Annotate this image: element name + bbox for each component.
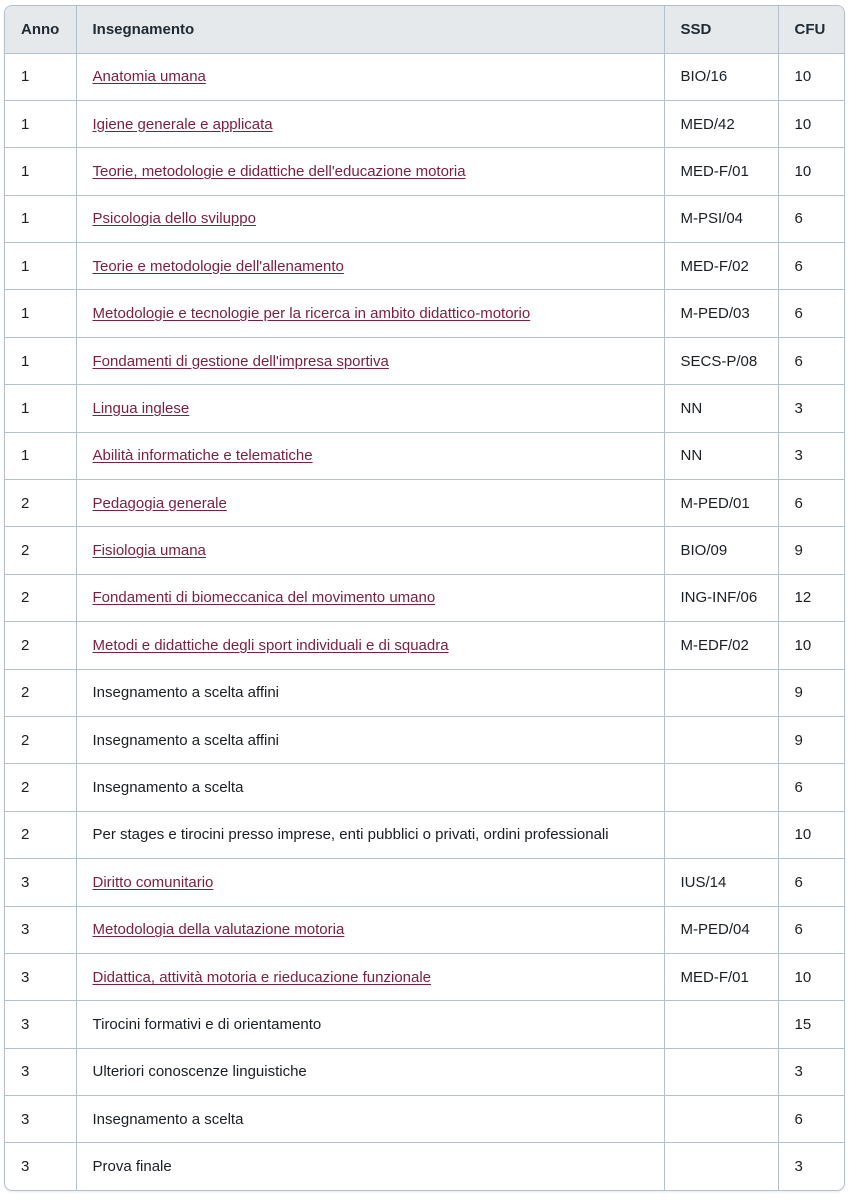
cell-ssd: MED-F/02 xyxy=(664,243,778,290)
cell-cfu: 6 xyxy=(778,859,844,906)
cell-insegnamento xyxy=(76,53,664,100)
course-name: Prova finale xyxy=(92,1158,172,1176)
cell-anno: 2 xyxy=(5,716,76,763)
course-link[interactable]: Metodi e didattiche degli sport individuali e di squadra xyxy=(92,636,449,654)
table-row xyxy=(5,100,844,147)
course-name: Insegnamento a scelta affini xyxy=(92,731,280,749)
cell-insegnamento xyxy=(76,148,664,195)
column-header-ssd: SSD xyxy=(664,6,778,53)
cell-insegnamento xyxy=(76,1001,664,1048)
cell-ssd: NN xyxy=(664,432,778,479)
course-name: Tirocini formativi e di orientamento xyxy=(92,1016,322,1033)
cell-anno: 1 xyxy=(5,337,76,384)
cell-cfu: 6 xyxy=(778,906,844,953)
table-row xyxy=(5,622,844,669)
cell-cfu: 6 xyxy=(778,195,844,242)
cell-insegnamento xyxy=(76,669,664,716)
cell-ssd: MED-F/01 xyxy=(664,148,778,195)
table-row xyxy=(5,1001,844,1048)
cell-insegnamento xyxy=(76,385,664,432)
table-header xyxy=(5,6,844,53)
course-name: Insegnamento a scelta xyxy=(92,1110,244,1128)
cell-anno: 3 xyxy=(5,953,76,1000)
table-row xyxy=(5,243,844,290)
course-link[interactable]: Diritto comunitario xyxy=(92,873,214,891)
table-row xyxy=(5,195,844,242)
cell-anno: 2 xyxy=(5,811,76,858)
cell-cfu: 6 xyxy=(778,764,844,811)
cell-ssd xyxy=(664,1048,778,1095)
course-link[interactable]: Metodologia della valutazione motoria xyxy=(92,921,345,939)
table-row xyxy=(5,669,844,716)
course-link[interactable]: Anatomia umana xyxy=(92,68,206,86)
course-link[interactable]: Didattica, attività motoria e rieducazione funzionale xyxy=(92,968,432,986)
cell-ssd: BIO/16 xyxy=(664,53,778,100)
cell-cfu: 9 xyxy=(778,716,844,763)
cell-cfu: 10 xyxy=(778,953,844,1000)
cell-insegnamento xyxy=(76,622,664,669)
table-row xyxy=(5,432,844,479)
cell-cfu: 10 xyxy=(778,53,844,100)
course-link[interactable]: Pedagogia generale xyxy=(92,494,227,512)
cell-ssd: M-EDF/02 xyxy=(664,622,778,669)
cell-anno: 3 xyxy=(5,1096,76,1143)
cell-anno: 1 xyxy=(5,432,76,479)
table-row xyxy=(5,148,844,195)
table-row xyxy=(5,764,844,811)
cell-ssd: MED/42 xyxy=(664,100,778,147)
cell-anno: 2 xyxy=(5,527,76,574)
cell-ssd: MED-F/01 xyxy=(664,953,778,1000)
cell-anno: 3 xyxy=(5,1001,76,1048)
column-header-anno: Anno xyxy=(5,6,76,53)
cell-cfu: 6 xyxy=(778,290,844,337)
cell-cfu: 3 xyxy=(778,385,844,432)
cell-ssd: NN xyxy=(664,385,778,432)
cell-anno: 3 xyxy=(5,906,76,953)
cell-insegnamento xyxy=(76,1096,664,1143)
cell-ssd xyxy=(664,716,778,763)
cell-cfu: 9 xyxy=(778,527,844,574)
cell-insegnamento xyxy=(76,195,664,242)
cell-ssd: M-PED/04 xyxy=(664,906,778,953)
table-row xyxy=(5,716,844,763)
course-link[interactable]: Teorie, metodologie e didattiche dell'educazione motoria xyxy=(92,162,466,180)
cell-cfu: 3 xyxy=(778,432,844,479)
cell-insegnamento xyxy=(76,764,664,811)
cell-ssd xyxy=(664,1143,778,1190)
cell-anno: 1 xyxy=(5,243,76,290)
cell-insegnamento xyxy=(76,574,664,621)
course-link[interactable]: Fondamenti di gestione dell'impresa sportiva xyxy=(92,352,389,370)
cell-anno: 2 xyxy=(5,764,76,811)
course-link[interactable]: Fisiologia umana xyxy=(92,542,206,560)
course-link[interactable]: Psicologia dello sviluppo xyxy=(92,210,256,228)
table-row xyxy=(5,906,844,953)
cell-ssd xyxy=(664,669,778,716)
course-link[interactable]: Teorie e metodologie dell'allenamento xyxy=(92,257,344,275)
cell-anno: 2 xyxy=(5,622,76,669)
cell-cfu: 10 xyxy=(778,148,844,195)
cell-anno: 1 xyxy=(5,53,76,100)
cell-cfu: 15 xyxy=(778,1001,844,1048)
table-row xyxy=(5,1143,844,1190)
cell-anno: 3 xyxy=(5,859,76,906)
cell-ssd: BIO/09 xyxy=(664,527,778,574)
table-row xyxy=(5,385,844,432)
cell-insegnamento xyxy=(76,906,664,953)
course-link[interactable]: Abilità informatiche e telematiche xyxy=(92,447,313,465)
course-link[interactable]: Igiene generale e applicata xyxy=(92,115,273,133)
course-link[interactable]: Lingua inglese xyxy=(92,399,190,417)
study-plan-table-container xyxy=(4,5,845,1191)
cell-ssd: IUS/14 xyxy=(664,859,778,906)
cell-cfu: 9 xyxy=(778,669,844,716)
table-row xyxy=(5,527,844,574)
cell-ssd xyxy=(664,1096,778,1143)
cell-ssd: SECS-P/08 xyxy=(664,337,778,384)
cell-anno: 1 xyxy=(5,100,76,147)
table-row xyxy=(5,1048,844,1095)
table-row xyxy=(5,811,844,858)
course-name: Insegnamento a scelta affini xyxy=(92,684,280,702)
cell-anno: 1 xyxy=(5,290,76,337)
cell-ssd: ING-INF/06 xyxy=(664,574,778,621)
cell-insegnamento xyxy=(76,527,664,574)
course-name: Ulteriori conoscenze linguistiche xyxy=(92,1063,307,1081)
cell-insegnamento xyxy=(76,243,664,290)
column-header-cfu: CFU xyxy=(778,6,844,53)
table-row xyxy=(5,337,844,384)
cell-anno: 2 xyxy=(5,574,76,621)
cell-anno: 3 xyxy=(5,1143,76,1190)
cell-anno: 1 xyxy=(5,148,76,195)
table-row xyxy=(5,859,844,906)
column-header-insegnamento: Insegnamento xyxy=(76,6,664,53)
cell-ssd: M-PED/03 xyxy=(664,290,778,337)
table-row xyxy=(5,480,844,527)
table-row xyxy=(5,1096,844,1143)
cell-anno: 1 xyxy=(5,385,76,432)
cell-cfu: 10 xyxy=(778,811,844,858)
cell-cfu: 6 xyxy=(778,480,844,527)
cell-insegnamento xyxy=(76,290,664,337)
cell-cfu: 3 xyxy=(794,1158,803,1176)
cell-insegnamento xyxy=(76,859,664,906)
cell-insegnamento xyxy=(76,1143,664,1190)
cell-cfu: 10 xyxy=(778,622,844,669)
table-row xyxy=(5,953,844,1000)
cell-insegnamento xyxy=(76,716,664,763)
table-body xyxy=(5,53,844,1190)
cell-insegnamento xyxy=(76,337,664,384)
cell-cfu: 10 xyxy=(778,100,844,147)
cell-cfu: 6 xyxy=(778,1096,844,1143)
cell-ssd xyxy=(664,811,778,858)
cell-anno: 3 xyxy=(5,1048,76,1095)
cell-cfu: 3 xyxy=(778,1048,844,1095)
course-name: Insegnamento a scelta xyxy=(92,779,244,797)
header-row xyxy=(5,6,844,53)
cell-cfu: 6 xyxy=(778,337,844,384)
cell-cfu: 12 xyxy=(778,574,844,621)
cell-anno: 1 xyxy=(5,195,76,242)
cell-insegnamento xyxy=(76,480,664,527)
cell-insegnamento xyxy=(76,432,664,479)
cell-insegnamento xyxy=(76,1048,664,1095)
cell-ssd: M-PED/01 xyxy=(664,480,778,527)
course-name: Per stages e tirocini presso imprese, enti pubblici o privati, ordini professionali xyxy=(92,826,609,844)
cell-ssd xyxy=(664,1001,778,1048)
study-plan-table xyxy=(5,6,844,1190)
cell-anno: 2 xyxy=(5,669,76,716)
cell-ssd xyxy=(664,764,778,811)
cell-ssd: M-PSI/04 xyxy=(664,195,778,242)
table-row xyxy=(5,290,844,337)
cell-insegnamento xyxy=(76,953,664,1000)
cell-insegnamento xyxy=(76,100,664,147)
cell-insegnamento xyxy=(76,811,664,858)
cell-anno: 2 xyxy=(5,480,76,527)
course-link[interactable]: Metodologie e tecnologie per la ricerca in ambito didattico-motorio xyxy=(92,305,531,323)
table-row xyxy=(5,574,844,621)
course-link[interactable]: Fondamenti di biomeccanica del movimento umano xyxy=(92,589,436,607)
cell-cfu: 6 xyxy=(778,243,844,290)
table-row xyxy=(5,53,844,100)
